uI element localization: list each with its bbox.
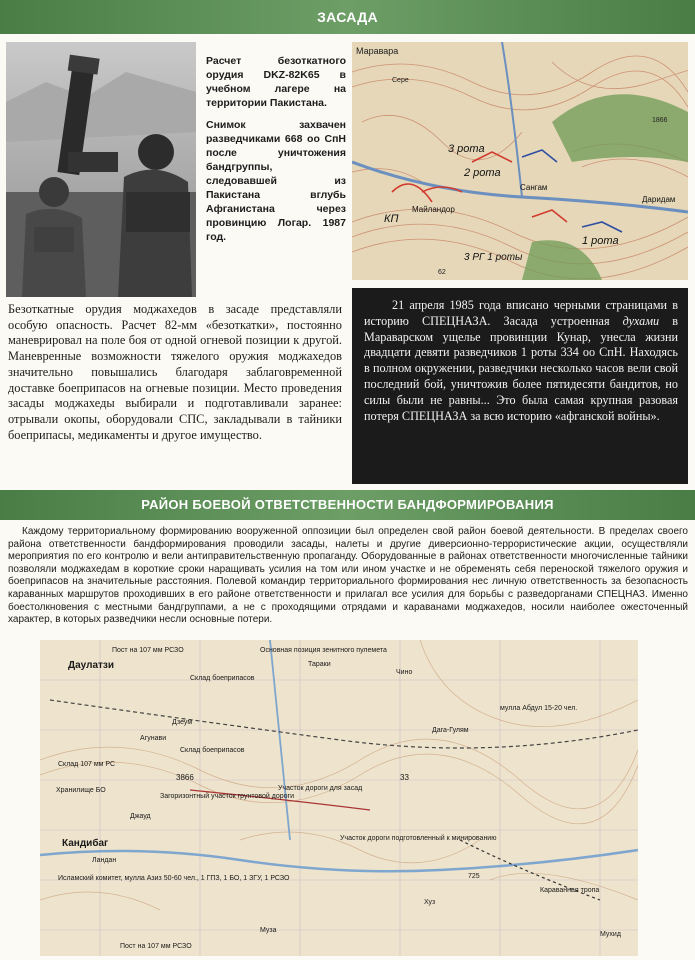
map2-label-huz: Хуз (424, 899, 436, 906)
map2-label-agunawi: Агунави (140, 735, 167, 742)
map2-label-dhagadad: Дага-Гулям (432, 727, 469, 734)
photo-caption (206, 54, 346, 252)
map2-label-muhid: Мухид (600, 931, 621, 938)
map2-label-main-pos: Основная позиция зенитного пулемета (260, 647, 387, 654)
memorial-italic-word: духами (622, 313, 660, 328)
map1-label-62: 62 (438, 269, 446, 276)
map2-label-muza: Муза (260, 927, 277, 934)
memorial-text-part-1: 21 апреля 1985 года вписано черными страницами в историю СПЕЦНАЗА. Засада устроенная (364, 298, 678, 328)
map2-label-3866: 3866 (176, 773, 194, 782)
map1-label-village: Маравара (356, 46, 399, 56)
map2-label-abdul: мулла Абдул 15-20 чел. (500, 705, 578, 712)
section-header-area (0, 490, 695, 520)
map1-label-rota3: 3 рота (448, 143, 485, 155)
map1-label-sangam: Сангам (520, 183, 548, 192)
map1-label-1866: 1866 (652, 117, 668, 124)
map2-label-kandibag: Кандибаг (62, 838, 109, 849)
map2-label-pit-ammo: Склад боеприпасов (180, 747, 245, 754)
map1-label-kp: КП (384, 213, 399, 225)
map2-label-isl: Исламский комитет, мулла Азиз 50-60 чел., 1 ГПЗ, 1 БО, 1 ЗГУ, 1 РСЗО (58, 875, 290, 882)
map2-label-725: 725 (468, 873, 480, 880)
body-text-recoilless: Безоткатные орудия моджахедов в засаде представляли особую опасность. Расчет 82-мм «безоткатки», постоянно маневрировал на поле боя от одной огневой позиции к другой. Маневренные возможности тяжелого оружия моджахедов значительно повышались благодаря заблаговременной доставке боеприпасов на огневые позиции. Место проведения засады моджахеды выбирали и подготавливали заранее: отрывали окопы, оборудовали СПС, закладывали в тайники боеприпасы, медикаменты и другое имущество. (8, 302, 342, 442)
caption-paragraph-1: Расчет безоткатного орудия DKZ-82K65 в учебном лагере на территории Пакистана. (206, 55, 346, 109)
map2-label-taraki: Тараки (308, 661, 331, 668)
map1-label-mailandor: Майландор (412, 205, 455, 214)
map2-label-chino: Чино (396, 669, 413, 676)
map1-label-rota1: 1 рота (582, 235, 619, 247)
map2-label-bottom-post: Пост на 107 мм РСЗО (120, 943, 192, 950)
map2-label-post-top: Пост на 107 мм РСЗО (112, 647, 184, 654)
section-title: ЗАСАДА (317, 9, 378, 25)
map1-label-daridam: Даридам (642, 195, 676, 204)
area-of-responsibility-map (40, 640, 638, 956)
map2-label-daulatzai: Даулатзи (68, 660, 115, 671)
map2-label-landan: Ландан (92, 857, 117, 864)
memorial-text-part-2: в Мараварском ущелье провинции Кунар, унесла жизни двадцати девяти разведчиков 1 роты 334 оо СпН. Находясь в полном окружении, разведчики несколько часов вели свой последний бой, уничтожив более пятидесяти бандитов, но силы были не равны... Это была самая крупная разовая потеря СПЕЦНАЗА за всю историю «афганской войны». (364, 313, 678, 423)
map2-label-spot: Участок дороги для засад (278, 785, 363, 792)
map2-label-caravan: Караванная тропа (540, 887, 600, 894)
map2-label-dzeum: Дзеум (172, 719, 193, 726)
map2-label-ammo: Склад боеприпасов (190, 675, 255, 682)
maravar-ambush-map (352, 42, 688, 280)
caption-paragraph-2: Снимок захвачен разведчиками 668 оо СпН после уничтожения бандгруппы, следовавшей из Пакистана вглубь Афганистана через провинцию Логар. 1987 год. (206, 119, 346, 243)
section-header-ambush (0, 0, 695, 34)
map2-label-bo: Хранилище БО (56, 787, 106, 794)
map2-label-zo: Загоризонтный участок грунтовой дороги (160, 793, 295, 800)
section-title-area: РАЙОН БОЕВОЙ ОТВЕТСТВЕННОСТИ БАНДФОРМИРОВАНИЯ (141, 497, 554, 512)
area-paragraph: Каждому территориальному формированию вооруженной оппозиции был определен свой район боевой деятельности. В пределах своего района ответственности бандформирования проводили засады, налеты и другие диверсионно-террористические акции, осуществляли мероприятия по его контролю и вели антиправительственную пропаганду. Оборудованные в районах ответственности многочисленные тайники позволяли моджахедам в короткие сроки наращивать усилия на том или ином участке и не обременять себя переноской тяжелого оружия и боеприпасов на значительные расстояния. Полевой командир территориального формирования нес личную ответственность за безопасность караванных маршрутов проходивших в его районе ответственности и прилагал все усилия для борьбы с разведорганами СПЕЦНАЗ. Именно боестолкновения с местными бандгруппами, а не с проходящими отрядами и караванами моджахедов, носили наиболее ожесточенный характер, в которых разведчики несли основные потери. (8, 526, 688, 626)
map2-label-rs107: Склад 107 мм РС (58, 761, 116, 768)
map2-label-33: 33 (400, 773, 409, 782)
map1-label-rg1: 3 РГ 1 роты (464, 252, 523, 263)
recoilless-gun-photo (6, 42, 196, 297)
map1-label-sere: Сере (392, 77, 409, 84)
memorial-text-box (352, 288, 688, 484)
map2-label-spot2: Участок дороги подготовленный к минированию (340, 835, 497, 842)
map2-label-jaud: Джауд (130, 813, 151, 820)
memorial-paragraph (364, 298, 678, 424)
map1-label-rota2: 2 рота (464, 167, 501, 179)
body-text-area (8, 526, 688, 627)
